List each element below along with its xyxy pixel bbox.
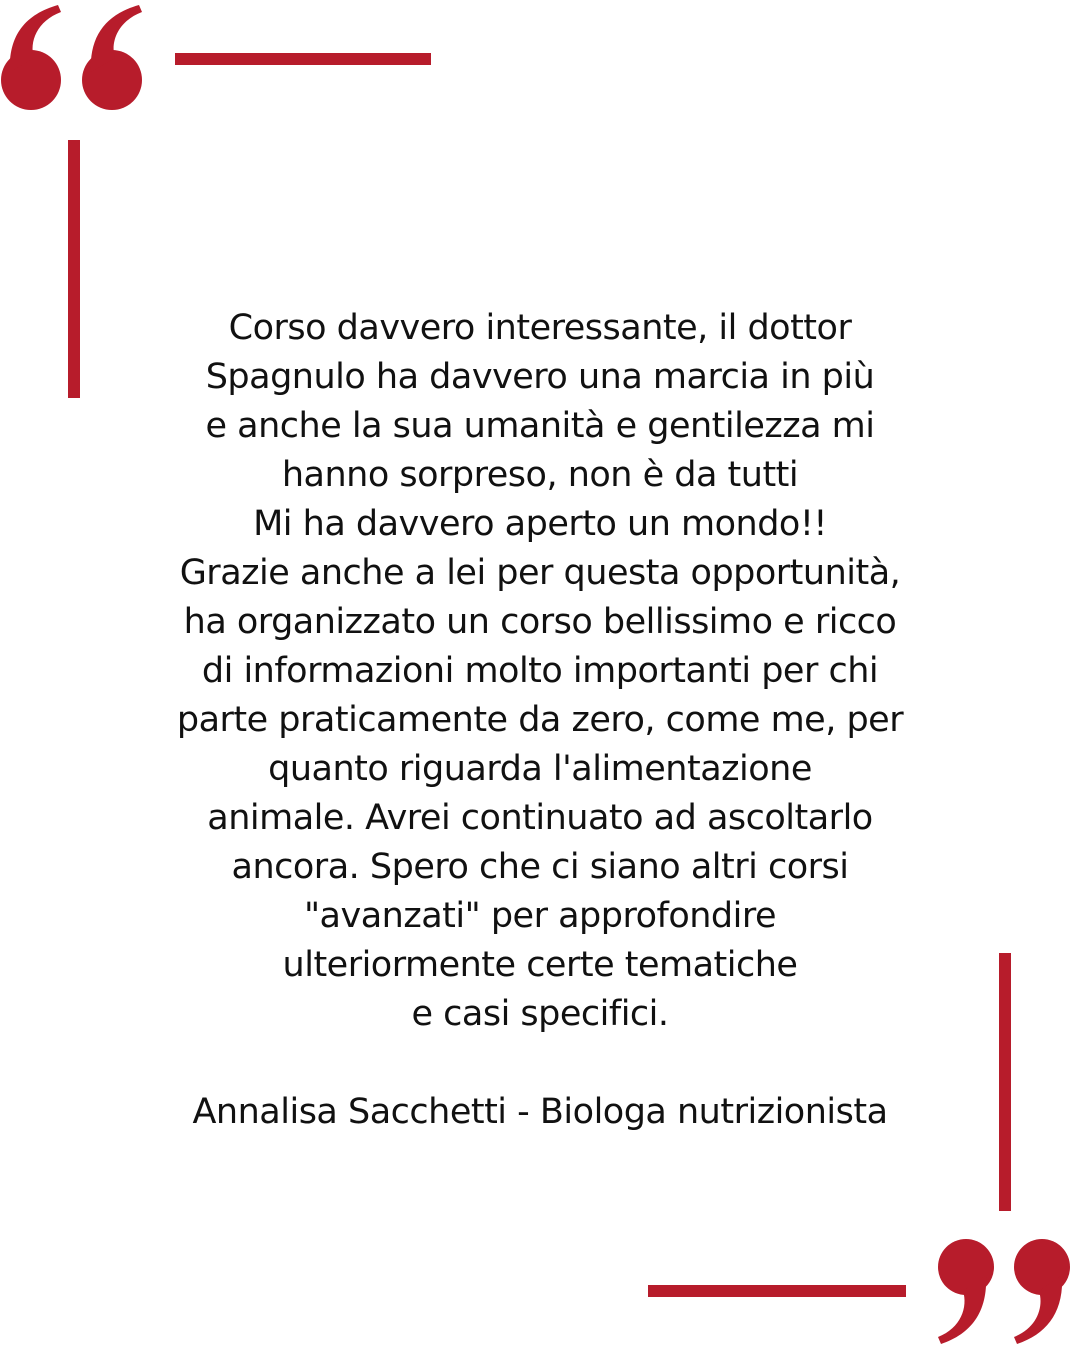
top-vertical-rule xyxy=(68,140,80,398)
quote-line: Mi ha davvero aperto un mondo!! xyxy=(253,504,827,544)
quote-line: Grazie anche a lei per questa opportunità, xyxy=(179,553,901,593)
quote-line: ulteriormente certe tematiche xyxy=(282,945,798,985)
bottom-vertical-rule xyxy=(999,953,1011,1211)
quote-line: ha organizzato un corso bellissimo e ricco xyxy=(183,602,897,642)
quote-line: di informazioni molto importanti per chi xyxy=(201,651,879,691)
closing-double-quote-icon xyxy=(930,1233,1080,1350)
quote-line: hanno sorpreso, non è da tutti xyxy=(281,455,799,495)
quote-line: "avanzati" per approfondire xyxy=(303,896,777,936)
quote-line: Corso davvero interessante, il dottor xyxy=(228,308,852,348)
quote-line: ancora. Spero che ci siano altri corsi xyxy=(231,847,849,887)
top-horizontal-rule xyxy=(175,53,431,65)
opening-double-quote-icon xyxy=(0,0,160,120)
quote-line: parte praticamente da zero, come me, per xyxy=(176,700,904,740)
testimonial-text xyxy=(95,304,985,1137)
quote-line: quanto riguarda l'alimentazione xyxy=(268,749,812,789)
quote-line: Spagnulo ha davvero una marcia in più xyxy=(205,357,875,397)
quote-line: e anche la sua umanità e gentilezza mi xyxy=(205,406,875,446)
author-attribution: Annalisa Sacchetti - Biologa nutrizionista xyxy=(192,1092,888,1132)
quote-line: animale. Avrei continuato ad ascoltarlo xyxy=(207,798,873,838)
spacer xyxy=(95,1039,985,1088)
quote-line: e casi specifici. xyxy=(411,994,669,1034)
bottom-horizontal-rule xyxy=(648,1285,906,1297)
